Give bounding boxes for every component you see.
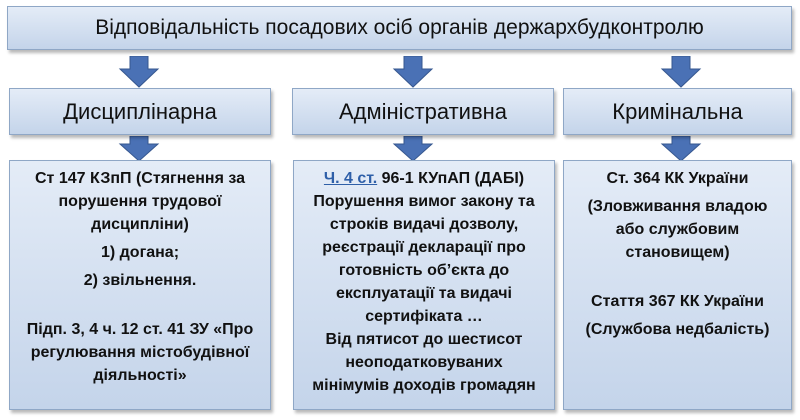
category-administrative-label: Адміністративна — [338, 98, 508, 124]
content-line-with-link — [324, 167, 524, 190]
down-arrow-icon — [660, 56, 702, 88]
criminal-content — [563, 160, 792, 410]
content-line-text: 96-1 КУпАП (ДАБІ) — [377, 170, 525, 187]
content-line: готовність об’єкта до — [338, 262, 510, 279]
content-line: Стаття 367 КК України — [591, 293, 764, 310]
down-arrow-icon — [660, 136, 702, 162]
content-line: регулювання містобудівної — [30, 344, 250, 361]
category-disciplinary-label: Дисциплінарна — [63, 98, 217, 124]
content-line: Підп. 3, 4 ч. 12 ст. 41 ЗУ «Про — [26, 321, 254, 338]
content-line: Від пятисот до шестисот — [325, 331, 523, 348]
content-line: порушення трудової — [58, 193, 222, 210]
content-line: Порушення вимог закону та — [313, 193, 535, 210]
content-line: Ст. 364 КК України — [606, 170, 749, 187]
down-arrow-icon — [392, 136, 434, 162]
content-line: 2) звільнення. — [83, 272, 197, 289]
diagram-title — [7, 6, 792, 50]
content-line: Ст 147 КЗпП (Стягнення за — [35, 170, 245, 187]
content-line: мінімумів доходів громадян — [312, 377, 536, 394]
content-line: або службовим — [615, 221, 740, 238]
diagram-title-text: Відповідальність посадових осіб органів держархбудконтролю — [95, 16, 704, 39]
content-line: строків видачі дозволу, — [329, 216, 519, 233]
category-criminal-label: Кримінальна — [612, 98, 743, 124]
content-line: реєстрації декларації про — [322, 239, 526, 256]
down-arrow-icon — [392, 56, 434, 88]
down-arrow-icon — [118, 56, 160, 88]
law-article-link[interactable]: Ч. 4 ст. — [323, 170, 378, 187]
disciplinary-content — [9, 160, 271, 410]
content-line: експлуатації та видачі — [336, 285, 512, 302]
category-criminal — [563, 88, 792, 135]
content-line: діяльності» — [93, 367, 187, 384]
down-arrow-icon — [118, 136, 160, 162]
content-line: (Службова недбалість) — [585, 321, 770, 338]
content-line: 1) догана; — [100, 244, 180, 261]
category-disciplinary — [9, 88, 271, 135]
content-line: неоподатковуваних — [345, 354, 503, 371]
content-line: сертифіката … — [365, 308, 483, 325]
content-line: дисципліни) — [91, 216, 189, 233]
content-line: (Зловживання владою — [587, 198, 768, 215]
administrative-content — [293, 160, 555, 410]
category-administrative — [292, 88, 554, 135]
content-line: становищем) — [625, 244, 730, 261]
